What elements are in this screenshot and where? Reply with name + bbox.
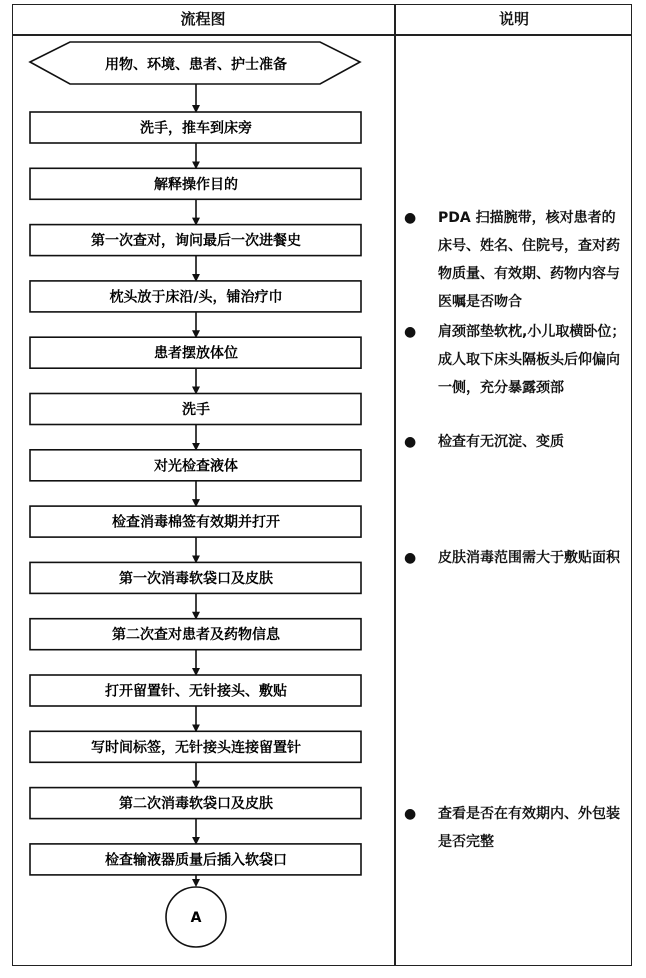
bullet-icon: ● [404,434,417,450]
process-step-label: 解释操作目的 [154,176,238,193]
bullet-icon: ● [404,210,417,226]
note-text: 皮肤消毒范围需大于敷贴面积 [438,550,620,566]
note-text: 检查有无沉淀、变质 [438,434,564,450]
process-step-label: 检查消毒棉签有效期并打开 [112,514,280,531]
explanation-note [404,318,628,402]
process-step-label: 洗手 [182,402,210,418]
explanation-note [404,428,628,456]
process-step-label: 检查输液器质量后插入软袋口 [105,852,287,869]
bullet-icon: ● [404,550,417,566]
process-step-label: 第二次查对患者及药物信息 [112,627,280,644]
bullet-icon: ● [404,806,417,822]
connector-label: A [190,910,202,926]
start-label: 用物、环境、患者、护士准备 [105,57,287,73]
process-step-label: 第二次消毒软袋口及皮肤 [119,796,273,813]
process-step-label: 枕头放于床沿/头，铺治疗巾 [109,289,283,306]
header-explanation: 说明 [498,10,529,28]
process-step-label: 打开留置针、无针接头、敷贴 [105,683,287,700]
note-text: 肩颈部垫软枕,小儿取横卧位；成人取下床头隔板头后仰偏向一侧，充分暴露颈部 [438,324,626,396]
note-text: 查看是否在有效期内、外包装是否完整 [438,806,620,850]
explanation-note [404,204,628,316]
process-step-label: 第一次消毒软袋口及皮肤 [119,570,273,587]
process-step-label: 洗手，推车到床旁 [140,120,252,137]
explanation-note [404,800,628,856]
bullet-icon: ● [404,324,417,340]
process-step-label: 第一次查对，询问最后一次进餐史 [91,233,301,250]
process-step-label: 写时间标签，无针接头连接留置针 [91,739,301,756]
process-step-label: 患者摆放体位 [154,345,238,362]
header-flowchart: 流程图 [180,10,226,28]
process-step-label: 对光检查液体 [154,458,238,475]
note-text: PDA 扫描腕带，核对患者的床号、姓名、住院号，查对药物质量、有效期、药物内容与医嘱是否吻合 [438,210,620,310]
explanation-note [404,544,628,572]
